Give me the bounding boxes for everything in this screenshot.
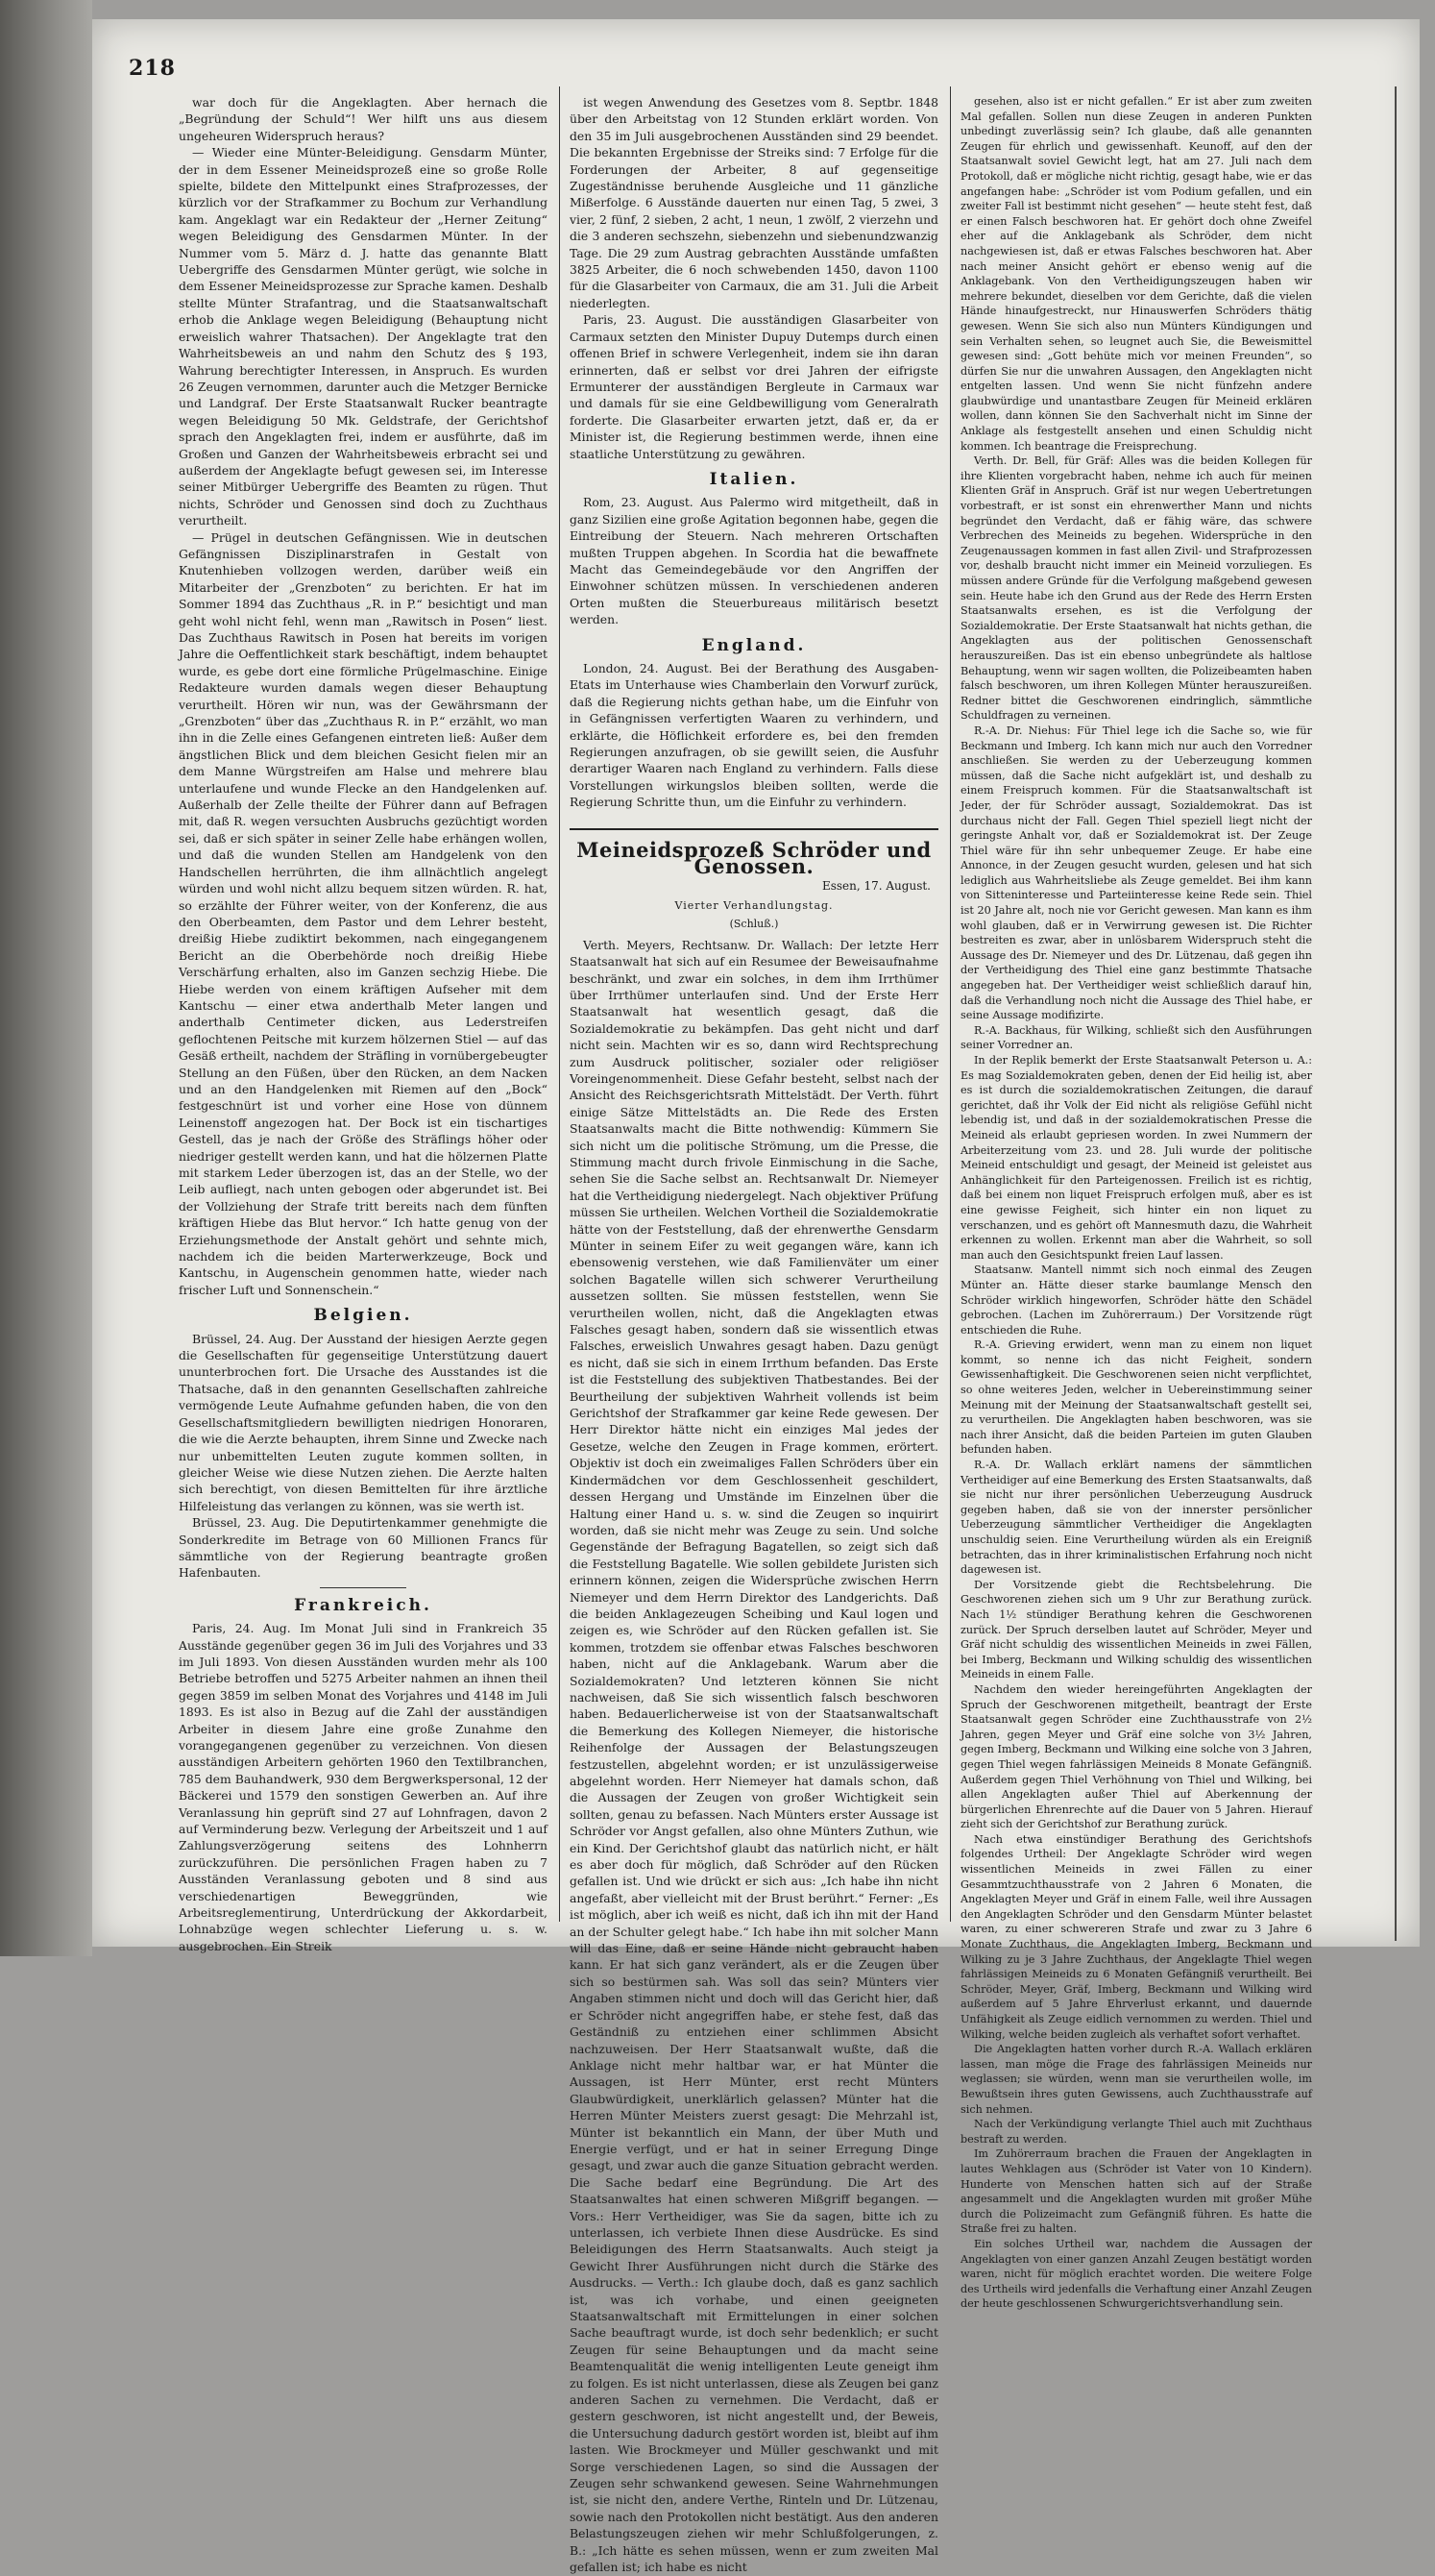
book-binding [0,0,92,1956]
page-number: 218 [129,56,176,81]
article-paragraph: R.-A. Grieving erwidert, wenn man zu einem non liquet kommt, so nenne ich das nicht Feigheit, sondern Gewissenhaftigkeit. Die Geschworenen seien nicht verpflichtet, so ohne weiteres Jeden, welcher in Uebereinstimmung seiner Meinung mit der Meinung der Staatsanwaltschaft gestellt sei, zu verurtheilen. Die Angeklagten haben beschworen, was sie nach ihrer Ansicht, daß die beiden Parteien im guten Glauben befunden haben. [961,1338,1312,1457]
article-paragraph: Im Zuhörerraum brachen die Frauen der Angeklagten in lautes Wehklagen aus (Schröder ist Vater von 10 Kindern). Hunderte von Menschen hatten sich auf der Straße angesammelt und die Angeklagten wurden mit großer Mühe durch die Polizeimacht zum Gefängniß führen. Es hatte die Straße frei zu halten. [961,2147,1312,2236]
article-paragraph: R.-A. Dr. Wallach erklärt namens der sämmtlichen Vertheidiger auf eine Bemerkung des Ersten Staatsanwalts, daß sie nicht nur ihrer persönlichen Ueberzeugung Ausdruck gegeben haben, daß sie von der innerster persönlicher Ueberzeugung sämmtlicher Vertheidiger die Angeklagten unschuldig seien. Eine Verurtheilung würden als ein Ereigniß betrachten, das in ihrer kriminalistischen Erfahrung noch nicht dagewesen ist. [961,1459,1312,1577]
column-rule [559,86,560,1922]
article-paragraph: Staatsanw. Mantell nimmt sich noch einmal des Zeugen Münter an. Hätte dieser starke baumlange Mensch den Schröder wirklich hingeworfen, Schröder hätte den Schädel gebrochen. (Lachen im Zuhörerraum.) Der Vorsitzende rügt entschieden die Ruhe. [961,1263,1312,1337]
article-paragraph: Verth. Dr. Bell, für Gräf: Alles was die beiden Kollegen für ihre Klienten vorgebracht haben, nehme ich auch für meinen Klienten Gräf in Anspruch. Gräf ist nur wegen Uebertretungen vorbestraft, er ist sonst ein ehrenwerther Mann und nichts begründet den Verdacht, daß er fähig wäre, das schwere Verbrechen des Meineids zu begehen. Widersprüche in den Zeugenaussagen kommen in fast allen Zivil- und Strafprozessen vor, deshalb braucht nicht immer ein Meineid vorzuliegen. Es müssen andere Gründe für die Verfolgung maßgebend gewesen sein. Heute habe ich den Grund aus der Rede des Herrn Ersten Staatsanwalts ersehen, es ist die Verfolgung der Sozialdemokratie. Der Erste Staatsanwalt hat nichts gethan, die Angeklagten aus der politischen Genossenschaft herauszureißen. Das ist ein ebenso unbegründete als haltlose Behauptung, wenn wir sagen wollten, die Polizeibeamten haben falsch beschworen, um ihren Kollegen Münter herauszureißen. Redner bittet die Geschworenen eindringlich, sämmtliche Schuldfragen zu verneinen. [961,454,1312,723]
article-paragraph: Nach etwa einstündiger Berathung des Gerichtshofs folgendes Urtheil: Der Angeklagte Schröder wird wegen wissentlichen Meineids in zwei Fällen zu einer Gesammtzuchthausstrafe von 2 Jahren 6 Monaten, die Angeklagten Meyer und Gräf in einem Falle, weil ihre Aussagen den Angeklagten Schröder und den Gensdarm Münter belastet waren, zu einer schwereren Strafe und zwar zu 3 Jahre 6 Monate Zuchthaus, die Angeklagten Imberg, Beckmann und Wilking zu je 3 Jahre Zuchthaus, der Angeklagte Thiel wegen fahrlässigen Meineids zu 6 Monaten Gefängniß verurtheilt. Bei Schröder, Meyer, Gräf, Imberg, Beckmann und Wilking wird außerdem auf 5 Jahre Ehrverlust erkannt, und dauernde Unfähigkeit als Zeuge eidlich vernommen zu werden. Thiel und Wilking, welche beiden zugleich als verhaftet sofort verhaftet. [961,1832,1312,2041]
article-paragraph: Brüssel, 24. Aug. Der Ausstand der hiesigen Aerzte gegen die Gesellschaften für gegenseitige Unterstützung dauert ununterbrochen fort. Die Ursache des Ausstandes ist die Thatsache, daß in den genannten Gesellschaften zahlreiche vermögende Leute Aufnahme gefunden haben, die von den Gesellschaftsmitgliedern bewilligten niedrigen Honoraren, die wie die Aerzte behaupten, ihrem Sinne und Zwecke nach nur unbemittelten Leuten zugute kommen sollten, in gleicher Weise wie diese Nutzen ziehen. Die Aerzte halten sich berechtigt, von diesen Bemittelten für ihre ärztliche Hilfeleistung das verlangen zu können, was sie werth ist. [179,1331,547,1513]
column-2 [570,94,938,2575]
article-subtitle: Vierter Verhandlungstag. [674,898,834,912]
article-paragraph: Die Angeklagten hatten vorher durch R.-A. Wallach erklären lassen, man möge die Frage des fahrlässigen Meineids nur weglassen; sie würden, wenn man sie verurtheilen wolle, im Bewußtsein ihres guten Gewissens, auch Zuchthausstrafe auf sich nehmen. [961,2043,1312,2116]
section-heading-italien: Italien. [709,469,799,489]
article-paragraph: Nachdem den wieder hereingeführten Angeklagten der Spruch der Geschworenen mitgetheilt, beantragt der Erste Staatsanwalt gegen Schröder eine Zuchthausstrafe von 2½ Jahren, gegen Meyer und Gräf eine solche von 3½ Jahren, gegen Imberg, Beckmann und Wilking eine solche von 3 Jahren, gegen Thiel wegen fahrlässigen Meineids 8 Monate Gefängniß. Außerdem gegen Thiel Verhöhnung von Thiel und Wilking, bei allen Angeklagten außer Thiel auf Aberkennung der bürgerlichen Ehrenrechte auf die Dauer von 5 Jahren. Hierauf zieht sich der Gerichtshof zur Berathung zurück. [961,1682,1312,1831]
article-paragraph: London, 24. August. Bei der Berathung des Ausgaben-Etats im Unterhause wies Chamberlain den Vorwurf zurück, daß die Regierung nichts gethan habe, um die Einfuhr von in Gefängnissen verfertigten Waaren zu verhindern, und erklärte, die Höflichkeit erfordere es, bei den fremden Regierungen anzufragen, ob sie gewillt seien, die Ausfuhr derartiger Waaren nach England zu verhindern. Falls diese Vorstellungen wirkungslos bleiben sollten, werde die Regierung Schritte thun, um die Einfuhr zu verhindern. [570,661,938,810]
column-rule [950,86,951,1922]
continuation-note: (Schluß.) [729,918,779,931]
article-paragraph: Verth. Meyers, Rechtsanw. Dr. Wallach: Der letzte Herr Staatsanwalt hat sich auf ein Resumee der Beweisaufnahme beschränkt, und zwar ein solches, in dem ihm Irrthümer über Irrthümer unterlaufen sind. Und der Erste Herr Staatsanwalt hat wesentlich gesagt, daß die Sozialdemokratie zu bekämpfen. Das geht nicht und darf nicht sein. Machten wir es so, dann wird Rechtsprechung zum Ausdruck politischer, sozialer oder religiöser Voreingenommenheit. Diese Gefahr besteht, selbst nach der Ansicht des Reichsgerichtsrath Mittelstädt. Der Verth. führt einige Sätze Mittelstädts an. Die Rede des Ersten Staatsanwalts macht die Bitte nothwendig: Kümmern Sie sich nicht um die politische Strömung, um die Presse, die Stimmung macht durch frivole Einmischung in die Sache, sehen Sie die Sache selbst an. Rechtsanwalt Dr. Niemeyer hat die Vertheidigung niedergelegt. Nach objektiver Prüfung müssen Sie urtheilen. Welchen Vortheil die Sozialdemokratie hätte von der Feststellung, daß der ehrenwerthe Gensdarm Münter in seinem Eifer zu weit gegangen wäre, kann ich ebensowenig verstehen, wie daß Familienväter um einer solchen Bagatelle willen sich schwerer Verurtheilung aussetzen sollten. Sie müssen feststellen, wenn Sie verurtheilen wollen, nicht, daß die Angeklagten etwas Falsches gesagt haben, sondern daß sie wissentlich etwas Falsches, erweislich Unwahres gesagt haben. Dazu genügt es nicht, daß sie sich in einem Irrthum befanden. Das Erste ist die Feststellung des subjektiven Thatbestandes. Bei der Beurtheilung der subjektiven Wahrheit vollends ist beim Gerichtshof der Strafkammer gar keine Rede gewesen. Der Herr Direktor hätte nicht ein einziges Mal jedes der Gesetze, welche den Zeugen in Frage kommen, erörtert. Objektiv ist doch ein zweimaliges Fallen Schröders über ein Kindermädchen vor dem Geschlossenheit geschildert, dessen Hergang und Umstände im Einzelnen über die Haltung einer Hand u. s. w. sind die Zeugen so inquirirt worden, daß sie nicht mehr was Zeuge zu sein. Und solche Gegenstände der Befragung Bagatellen, so zeigt sich daß die Feststellung Bagatelle. Wie sollen gebildete Juristen sich erinnern können, zeigen die Widersprüche zwischen Herrn Niemeyer und dem Herrn Direktor des Landgerichts. Daß die beiden Anklagezeugen Scheibing und Kaul logen und zeigen es, wie Schröder auf den Rücken gefallen ist. Sie kommen, trotzdem sie offenbar etwas Falsches beschworen haben, nicht auf die Anklagebank. Warum aber die Sozialdemokraten? Und letzteren können Sie nicht nachweisen, daß Sie sich wissentlich falsch beschworen haben. Bedauerlicherweise ist von der Staatsanwaltschaft die Bemerkung des Kollegen Niemeyer, die historische Reihenfolge der Aussagen der Belastungszeugen festzustellen, abgelehnt worden; er ist unzulässigerweise abgelehnt worden. Herr Niemeyer hat damals schon, daß die Aussagen der Zeugen von großer Wichtigkeit sein sollten, genau zu befassen. Nach Münters erster Aussage ist Schröder vor Angst gefallen, also ohne Münters Zuthun, wie ein Kind. Der Gerichtshof glaubt das natürlich nicht, er hält es aber doch für möglich, daß Schröder auf den Rücken gefallen ist. Und wie drückt er sich aus: „Ich habe ihn nicht angefaßt, aber vielleicht mit der Brust berührt.“ Ferner: „Es ist möglich, aber ich weiß es nicht, daß ich ihn mit der Hand an der Schulter gelegt habe.“ Ich habe ihn mit solcher Mann will das Eine, daß er seine Hände nicht gebraucht haben kann. Er hat sich ganz verändert, als er die Zeugen über sich so bestürmen sah. Was soll das sein? Münters vier Angaben stimmen nicht und doch will das Gericht hier, daß er Schröder nicht angegriffen habe, er stehe fest, daß das Geständniß zu entziehen einer schlimmen Absicht nachzuweisen. Der Herr Staatsanwalt wußte, daß die Anklage nicht mehr haltbar war, er hat Münter die Aussagen, ist Herr Münter, erst recht Münters Glaubwürdigkeit, unerklärlich gelassen? Münter hat die Herren Münter Meisters zuerst gesagt: Die Mehrzahl ist, Münter ist bekanntlich ein Mann, der über Muth und Energie verfügt, und er hat in seiner Erregung Dinge gesagt, und zwar auch die ganze Situation gebracht werden. Die Sache bedarf eine Begründung. Die Art des Staatsanwaltes hat einen schweren Mißgriff begangen. — Vors.: Herr Vertheidiger, was Sie da sagen, bitte ich zu unterlassen, ich verbiete Ihnen diese Ausdrücke. Es sind Beleidigungen des Herrn Staatsanwalts. Auch steigt ja Gewicht Ihrer Ausführungen nicht durch die Stärke des Ausdrucks. — Verth.: Ich glaube doch, daß es ganz sachlich ist, was ich vorhabe, und einen geeigneten Staatsanwaltschaft mit Ermittelungen in einer solchen Sache beauftragt wurde, ist doch sehr bedenklich; er sucht Zeugen für seine Behauptungen und da macht seine Beamtenqualität die wenig intelligenten Leute geneigt ihm zu folgen. Es ist nicht unterlassen, diese als Zeugen bei ganz anderen Sachen zu vernehmen. Die Verdacht, daß er gestern geschworen, ist nicht angestellt und, der Beweis, die Untersuchung dadurch gestört worden ist, bleibt auf ihm lasten. Wie Brockmeyer und Müller geschwankt und mit Sorge verschiedenen Lagen, so sind die Aussagen der Zeugen sehr schwankend gewesen. Seine Wahrnehmungen ist, sie nicht den, andere Verthe, Rinteln und Dr. Lützenau, sowie nach den Protokollen nicht bestätigt. Aus den anderen Belastungszeugen ziehen wir mehr Schlußfolgerungen, z. B.: „Ich hätte es sehen müssen, wenn er zum zweiten Mal gefallen ist; ich habe es nicht [570,937,938,2575]
separator [320,1587,406,1588]
dateline: Essen, 17. August. [821,879,931,894]
section-heading-belgien: Belgien. [313,1306,413,1326]
section-heading-frankreich: Frankreich. [294,1595,432,1615]
article-paragraph: Paris, 24. Aug. Im Monat Juli sind in Frankreich 35 Ausstände gegenüber gegen 36 im Juli des Vorjahres und 33 im Juli 1893. Von diesen Ausständen wurden mehr als 100 Betriebe betroffen und 5275 Arbeiter nahmen an ihnen theil gegen 3859 im selben Monat des Vorjahres und 4148 im Juli 1893. Es ist also in Bezug auf die Zahl der ausständigen Arbeiter in diesem Jahre eine große Zunahme den vorangegangenen gegenüber zu verzeichnen. Von diesen ausständigen Arbeitern gehörten 1960 den Textilbranchen, 785 dem Bauhandwerk, 930 dem Bergwerkspersonal, 12 der Bäckerei und 1579 den sonstigen Gewerben an. Auf ihre Veranlassung hin geprüft sind 27 auf Lohnfragen, davon 2 auf Verminderung bezw. Verlegung der Arbeitszeit und 1 auf Zahlungsverzögerung seitens des Lohnherrn zurückzuführen. Die persönlichen Fragen haben zu 7 Ausständen Veranlassung geboten und 8 sind aus verschiedenartigen Beweggründen, wie Arbeitsreglementirung, Unterdrückung der Akkordarbeit, Lohnabzüge wegen schlechter Lieferung u. s. w. ausgebrochen. Ein Streik [179,1621,547,1953]
newspaper-page [92,19,1420,2575]
article-paragraph: Ein solches Urtheil war, nachdem die Aussagen der Angeklagten von einer ganzen Anzahl Zeugen bestätigt worden waren, nicht für möglich erachtet worden. Die weitere Folge des Urtheils wird jedenfalls die Verhaftung einer Anzahl Zeugen der heute geschlossenen Schwurgerichtsverhandlung sein. [961,2237,1312,2311]
article-paragraph: R.-A. Backhaus, für Wilking, schließt sich den Ausführungen seiner Vorredner an. [961,1023,1312,1052]
article-paragraph: In der Replik bemerkt der Erste Staatsanwalt Peterson u. A.: Es mag Sozialdemokraten geben, denen der Eid heilig ist, aber es ist durch die sozialdemokratischen Zeitungen, die darauf gerichtet, daß ihr Volk der Eid nicht als religiöse Gefühl nicht lebendig ist, und daß in der sozialdemokratischen Presse die Meineid als erlaubt gepriesen worden. In zwei Nummern der Arbeiterzeitung vom 23. und 28. Juli wurde der politische Meineid entschuldigt und gesagt, der Meineid ist geleistet aus Anhänglichkeit für den Parteigenossen. Freilich ist es richtig, daß bei einem non liquet Freispruch erfolgen muß, aber es ist eine gewisse Feigheit, sich hinter ein non liquet zu verschanzen, und es gehört oft Mannesmuth dazu, die Wahrheit erkennen zu wollen. Erkennt man aber die Wahrheit, so soll man auch den Gesichtspunkt freien Lauf lassen. [961,1054,1312,1262]
article-paragraph: Rom, 23. August. Aus Palermo wird mitgetheilt, daß in ganz Sizilien eine große Agitation begonnen habe, gegen die Eintreibung der Steuern. Nach mehreren Ortschaften mußten Truppen abgehen. In Scordia hat die bewaffnete Macht das Gemeindegebäude vor den Angriffen der Einwohner schützen müssen. In verschiedenen anderen Orten mußten die Steuerbureaus militärisch besetzt werden. [570,495,938,627]
article-paragraph: Der Vorsitzende giebt die Rechtsbelehrung. Die Geschworenen ziehen sich um 9 Uhr zur Berathung zurück. Nach 1½ stündiger Berathung kehren die Geschworenen zurück. Der Spruch derselben lautet auf Schröder, Meyer und Gräf nicht schuldig des wissentlichen Meineids in zwei Fällen, bei Imberg, Beckmann und Wilking schuldig des wissentlichen Meineids in einem Falle. [961,1578,1312,1681]
article-paragraph: Nach der Verkündigung verlangte Thiel auch mit Zuchthaus bestraft zu werden. [961,2118,1312,2146]
article-paragraph: R.-A. Dr. Niehus: Für Thiel lege ich die Sache so, wie für Beckmann und Imberg. Ich kann mich nur auch den Vorredner anschließen. Sie werden zu der Ueberzeugung kommen müssen, daß die Sache nicht aufgeklärt ist, und deshalb zu einem Freispruch kommen. Für die Staatsanwaltschaft ist Jeder, der für Schröder aussagt, Sozialdemokrat. Das ist durchaus nicht der Fall. Gegen Thiel speziell liegt nicht der geringste Anhalt vor, daß er Sozialdemokrat ist. Der Zeuge Thiel wäre für ihn sehr unbequemer Zeuge. Er habe eine Annonce, in der Zeugen gesucht wurden, gelesen und hat sich lediglich aus Wahrheitsliebe als Zeuge gemeldet. Bei ihm kann von Sitteninteresse und Parteiinteresse keine Rede sein. Thiel ist 20 Jahre alt, noch nie vor Gericht gewesen. Man kann es ihm wohl glauben, daß er in Verwirrung gewesen ist. Die Richter bestreiten es zwar, aber in unlösbarem Widerspruch steht die Aussage des Dr. Niemeyer und des Dr. Lützenau, daß gegen ihn der Vertheidigung des Thiel eine ganz bestimmte Thatsache angegeben hat. Der Vertheidiger weist schließlich darauf hin, daß die Verhandlung noch nicht die Aussage des Thiel habe, er seine Aussage modifizirte. [961,724,1312,1022]
page-edge-rule [1395,86,1397,1941]
article-paragraph: war doch für die Angeklagten. Aber hernach die „Begründung der Schuld“! Wer hilft uns aus diesem ungeheuren Widerspruch heraus? [179,95,547,143]
article-paragraph: Brüssel, 23. Aug. Die Deputirtenkammer genehmigte die Sonderkredite im Betrage von 60 Millionen Francs für sämmtliche von der Regierung beantragte großen Hafenbauten. [179,1515,547,1581]
article-title: Meineidsprozeß Schröder und Genossen. [570,828,938,875]
section-heading-england: England. [701,635,807,655]
article-paragraph: — Prügel in deutschen Gefängnissen. Wie in deutschen Gefängnissen Disziplinarstrafen in Gestalt von Knutenhieben vollzogen werden, darüber weiß ein Mitarbeiter der „Grenzboten“ zu berichten. Er hat im Sommer 1894 das Zuchthaus „R. in P.“ besichtigt und man geht wohl nicht fehl, wenn man „Rawitsch in Posen“ liest. Das Zuchthaus Rawitsch in Posen hat bereits im vorigen Jahre die Oeffentlichkeit stark beschäftigt, indem behauptet wurde, es gebe dort eine förmliche Prügelmaschine. Einige Redakteure wurden damals wegen dieser Behauptung verurtheilt. Hören wir nun, was der Gewährsmann der „Grenzboten“ über das „Zuchthaus R. in P.“ erzählt, wo man ihn in die Zelle eines Gefangenen eintreten ließ: Außer dem ängstlichen Blick und dem bleichen Gesicht fielen mir an dem Manne Würgstreifen am Halse und mehrere blau unterlaufene und wunde Flecke an den Handgelenken auf. Außerhalb der Zelle theilte der Führer dann auf Befragen mit, daß R. wegen versuchten Ausbruchs gezüchtigt worden sei, daß er sich später in seiner Zelle habe erhängen wollen, und daß die wunden Stellen am Handgelenk von den Handschellen herrührten, die ihm allnächtlich angelegt würden und wohl nicht allzu bequem sitzen würden. R. hat, so erzählte der Führer weiter, von der Konferenz, die aus den Oberbeamten, dem Pastor und dem Lehrer besteht, dreißig Hiebe zudiktirt bekommen, nach eingegangenem Bericht an die Oberbehörde noch dreißig Hiebe Verschärfung erhalten, also im Ganzen sechzig Hiebe. Die Hiebe werden von einem kräftigen Aufseher mit dem Kantschu — einer etwa anderthalb Meter langen und anderthalb Centimeter dicken, aus Lederstreifen geflochtenen Peitsche mit kurzem hölzernen Stiel — auf das Gesäß ertheilt, nachdem der Sträfling in vornübergebeugter Stellung an den Füßen, über den Rücken, an dem Nacken und an den Handgelenken mit Riemen auf den „Bock“ festgeschnürt ist und vorher eine Hose von dünnem Leinenstoff angezogen hat. Der Bock ist ein tischartiges Gestell, das je nach der Größe des Sträflings höher oder niedriger gestellt werden kann, und hat die hölzernen Platte mit starkem Leder überzogen ist, das an der Stelle, wo der Leib aufliegt, nach unten gebogen oder abgerundet ist. Bei der Vollziehung der Strafe tritt bereits nach dem fünften kräftigen Hiebe das Blut hervor.“ Ich hatte genug von der Erziehungsmethode der Anstalt gehört und sehnte mich, nachdem ich die beiden Marterwerkzeuge, Bock und Kantschu, in Augenschein genommen hatte, wieder nach frischer Luft und Sonnenschein.“ [179,529,547,1297]
column-1 [179,94,547,1953]
article-paragraph: ist wegen Anwendung des Gesetzes vom 8. Septbr. 1848 über den Arbeitstag von 12 Stunden erklärt worden. Von den 35 im Juli ausgebrochenen Ausständen sind 29 beendet. Die bekannten Ergebnisse der Streiks sind: 7 Erfolge für die Forderungen der Arbeiter, 8 auf gegenseitige Zugeständnisse beruhende Ausgleiche und 11 gänzliche Mißerfolge. 6 Ausstände dauerten nur einen Tag, 5 zwei, 3 vier, 2 fünf, 2 sieben, 2 acht, 1 neun, 1 zwölf, 2 vierzehn und die 3 anderen sechszehn, siebenzehn und siebenundzwanzig Tage. Die 29 zum Austrag gebrachten Ausstände umfaßten 3825 Arbeiter, die 6 noch schwebenden 1450, davon 1100 für die Glasarbeiter von Carmaux, die am 31. Juli die Arbeit niederlegten. [570,95,938,310]
column-3 [961,94,1312,2311]
article-paragraph: gesehen, also ist er nicht gefallen.“ Er ist aber zum zweiten Mal gefallen. Sollen nun diese Zeugen in anderen Punkten unbedingt zuverlässig sein? Ich glaube, daß alle genannten Zeugen für ehrlich und gewissenhaft. Keunoff, auf den der Staatsanwalt soviel Gewicht legt, hat am 27. Juli nach dem Protokoll, daß er mögliche nicht richtig, gesagt habe, wie er das angefangen habe: „Schröder ist vom Podium gefallen, und ein zweiter Fall ist bestimmt nicht gesehen“ — heute steht fest, daß er einen Falsch beschworen hat. Er gehört doch ohne Zweifel eher auf die Anklagebank als Schröder, dem nicht nachgewiesen ist, daß er etwas Falsches beschworen hat. Aber nach meiner Ansicht gehört er ebenso wenig auf die Anklagebank. Von den Vertheidigungszeugen haben wir mehrere bekundet, dieselben vor dem Gerichte, daß die vielen Hände hinaufgestreckt, nur Hinauswerfen Schröders thätig gewesen. Wenn Sie sich also nun Münters Kündigungen und sein Verhalten sehen, so leugnet auch Sie, die Beweismittel gewesen sind: „Gott behüte mich vor meinen Freunden“, so dürfen Sie nur die unwahren Aussagen, den Angeklagten nicht entgelten lassen. Und wenn Sie nicht fünfzehn andere glaubwürdige und unantastbare Zeugen für Meineid erklären wollen, dann können Sie den Sachverhalt nicht im Sinne der Anklage als festgestellt ansehen und einen Schuldig nicht kommen. Ich beantrage die Freisprechung. [961,95,1312,453]
article-paragraph: Paris, 23. August. Die ausständigen Glasarbeiter von Carmaux setzten den Minister Dupuy Dutemps durch einen offenen Brief in schwere Verlegenheit, indem sie ihn daran erinnerten, daß er selbst vor drei Jahren der eifrigste Ermunterer der ausständigen Bergleute in Carmaux war und damals für sie eine Geldbewilligung vom Generalrath forderte. Die Glasarbeiter erwarten jetzt, daß er, da er Minister ist, die Regierung bestimmen werde, ihnen eine staatliche Unterstützung zu gewähren. [570,312,938,461]
article-paragraph: — Wieder eine Münter-Beleidigung. Gensdarm Münter, der in dem Essener Meineidsprozeß eine so große Rolle spielte, bildete den Mittelpunkt eines Strafprozesses, der kürzlich vor der Strafkammer zu Bochum zur Verhandlung kam. Angeklagt war ein Redakteur der „Herner Zeitung“ wegen Beleidigung des Gensdarmen Münter. In der Nummer vom 5. März d. J. hatte das genannte Blatt Uebergriffe des Gensdarmen Münter gerügt, wie solche in dem Essener Meineidsprozesse zur Sprache kamen. Deshalb stellte Münter Strafantrag, und die Staatsanwaltschaft erhob die Anklage wegen Beleidigung (Behauptung nicht erweislich wahrer Thatsachen). Der Angeklagte trat den Wahrheitsbeweis an und nahm den Schutz des § 193, Wahrung berechtigter Interessen, in Anspruch. Es wurden 26 Zeugen vernommen, darunter auch die Metzger Bernicke und Landgraf. Der Erste Staatsanwalt Rucker beantragte wegen Beleidigung 50 Mk. Geldstrafe, der Gerichtshof sprach den Angeklagten frei, indem er ausführte, daß im Großen und Ganzen der Wahrheitsbeweis erbracht sei und außerdem der Angeklagte befugt gewesen sei, im Interesse seiner Mitbürger Uebergriffe des Beamten zu rügen. Thut nichts, Schröder und Genossen sind doch zu Zuchthaus verurtheilt. [179,145,547,528]
